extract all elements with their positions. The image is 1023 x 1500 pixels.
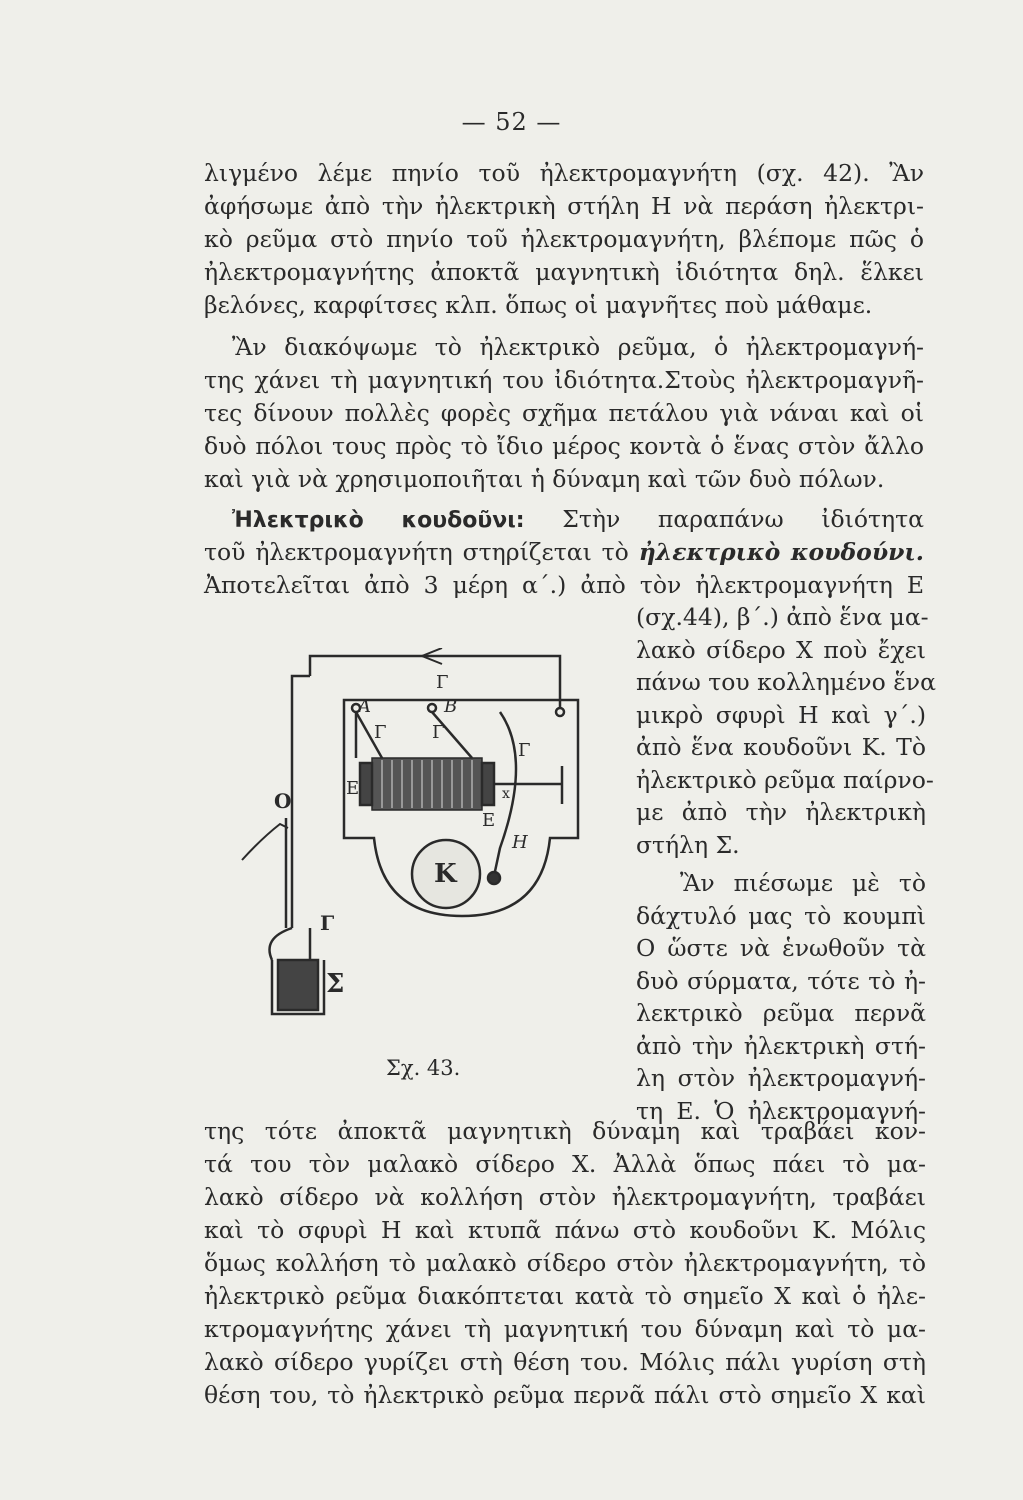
side-text-line: ἀπὸ ἕνα κουδοῦνι Κ. Τὸ xyxy=(636,733,926,761)
label-x: x xyxy=(502,786,510,802)
page-number: — 52 — xyxy=(461,108,562,136)
text-line-10: καὶ γιὰ νὰ χρησιμοποιῆται ἡ δύναμη καὶ τῶν δυὸ πόλων. xyxy=(204,465,885,493)
label-k: Κ xyxy=(434,859,457,889)
text-line-3: κὸ ρεῦμα στὸ πηνίο τοῦ ἠλεκτρομαγνήτη, βλέπομε πῶς ὁ xyxy=(204,225,924,253)
label-e-left: Ε xyxy=(346,778,360,799)
bottom-text-line: λακὸ σίδερο γυρίζει στὴ θέση του. Μόλις πάλι γυρίση στὴ xyxy=(204,1348,926,1376)
text-line-9: δυὸ πόλοι τους πρὸς τὸ ἴδιο μέρος κοντὰ ὁ ἕνας στὸν ἄλλο xyxy=(204,432,924,460)
bottom-text-line: ὅμως κολλήση τὸ μαλακὸ σίδερο στὸν ἠλεκτρομαγνήτη, τὸ xyxy=(204,1249,926,1277)
bottom-text-line: κτρομαγνήτης χάνει τὴ μαγνητική του δύναμη καὶ τὸ μα- xyxy=(204,1315,926,1343)
bottom-text-line: λακὸ σίδερο νὰ κολλήση στὸν ἠλεκτρομαγνήτη, τραβάει xyxy=(204,1183,926,1211)
text-line-8: τες δίνουν πολλὲς φορὲς σχῆμα πετάλου γιὰ νάναι καὶ οἱ xyxy=(204,399,924,427)
label-sigma: Σ xyxy=(326,969,345,999)
heading-continuation: Στὴν παραπάνω ἰδιότητα xyxy=(562,505,924,533)
bottom-text-line: τά του τὸν μαλακὸ σίδερο Χ. Ἀλλὰ ὅπως πάει τὸ μα- xyxy=(204,1150,926,1178)
hammer xyxy=(488,872,500,884)
label-gamma-left: Γ xyxy=(374,722,387,743)
side-text-line: λη στὸν ἠλεκτρομαγνή- xyxy=(636,1064,926,1092)
label-gamma-top: Γ xyxy=(436,672,449,693)
side-text-line: στήλη Σ. xyxy=(636,830,740,859)
label-e-right: Ε xyxy=(482,810,496,831)
figure-caption: Σχ. 43. xyxy=(386,1056,461,1080)
side-text-line: (σχ.44), β΄.) ἀπὸ ἕνα μα- xyxy=(636,603,929,631)
section-heading-line xyxy=(232,504,924,536)
side-text-line: λακὸ σίδερο Χ ποὺ ἔχει xyxy=(636,635,926,664)
section-heading: Ἠλεκτρικὸ κουδοῦνι: xyxy=(232,508,525,533)
text-line-5: βελόνες, καρφίτσες κλπ. ὅπως οἱ μαγνῆτες ποὺ μάθαμε. xyxy=(204,291,873,319)
electric-bell-figure xyxy=(232,648,592,1028)
bottom-text-line: ἠλεκτρικὸ ρεῦμα διακόπτεται κατὰ τὸ σημεῖο Χ καὶ ὁ ἠλε- xyxy=(204,1282,926,1310)
text-line-2: ἀφήσωμε ἀπὸ τὴν ἠλεκτρικὴ στήλη Η νὰ περάση ἠλεκτρι- xyxy=(204,192,924,220)
side-text-line: ἠλεκτρικὸ ρεῦμα παίρνο- xyxy=(636,765,934,794)
electromagnet-coil xyxy=(372,758,482,810)
text-line-1-content: λιγμένο λέμε πηνίο τοῦ ἠλεκτρομαγνήτη (σχ. 42). Ἂν xyxy=(204,159,924,187)
side-text-line: λεκτρικὸ ρεῦμα περνᾶ xyxy=(636,999,926,1027)
label-gamma-mid: Γ xyxy=(432,722,445,743)
bell-term: ἠλεκτρικὸ κουδούνι. xyxy=(638,538,924,566)
label-h: Η xyxy=(512,832,528,853)
label-gamma-wire: Γ xyxy=(320,911,335,935)
label-b: B xyxy=(444,696,458,717)
bell-line-text: τοῦ ἠλεκτρομαγνήτη στηρίζεται τὸ xyxy=(204,538,629,566)
finger-hand xyxy=(242,824,288,860)
side-text-line: δυὸ σύρματα, τότε τὸ ἠ- xyxy=(636,966,926,995)
label-o: Ο xyxy=(274,789,292,813)
bottom-text-line: της τότε ἀποκτᾶ μαγνητικὴ δύναμη καὶ τραβάει κον- xyxy=(204,1117,926,1145)
side-text-line: με ἀπὸ τὴν ἠλεκτρικὴ xyxy=(636,798,926,826)
side-text-line: Ο ὥστε νὰ ἑνωθοῦν τὰ xyxy=(636,934,926,962)
text-line-parts: Ἀποτελεῖται ἀπὸ 3 μέρη α΄.) ἀπὸ τὸν ἠλεκτρομαγνήτη Ε xyxy=(204,571,924,599)
text-line-7: της χάνει τὴ μαγνητική του ἰδιότητα.Στοὺς ἠλεκτρομαγνῆ- xyxy=(204,366,924,394)
text-line-4: ἠλεκτρομαγνήτης ἀποκτᾶ μαγνητικὴ ἰδιότητα δηλ. ἕλκει xyxy=(204,258,924,286)
side-text-line: τη Ε. Ὁ ἠλεκτρομαγνή- xyxy=(636,1096,926,1125)
battery xyxy=(278,960,318,1010)
side-text-line: μικρὸ σφυρὶ Η καὶ γ΄.) xyxy=(636,700,926,729)
side-text-line: δάχτυλό μας τὸ κουμπὶ xyxy=(636,901,926,930)
label-a: A xyxy=(358,696,371,717)
bottom-text-line: θέση του, τὸ ἠλεκτρικὸ ρεῦμα περνᾶ πάλι στὸ σημεῖο Χ καὶ xyxy=(204,1381,926,1409)
side-text-line: πάνω του κολλημένο ἕνα xyxy=(636,668,936,696)
label-gamma-right: Γ xyxy=(518,740,531,761)
text-line-6: Ἂν διακόψωμε τὸ ἠλεκτρικὸ ρεῦμα, ὁ ἠλεκτρομαγνή- xyxy=(232,333,924,361)
text-line-bell xyxy=(204,537,924,567)
text-line-1 xyxy=(204,158,924,188)
side-text-line: ἀπὸ τὴν ἠλεκτρικὴ στή- xyxy=(636,1031,926,1060)
side-text-line: Ἂν πιέσωμε μὲ τὸ xyxy=(680,869,926,897)
bottom-text-line: καὶ τὸ σφυρὶ Η καὶ κτυπᾶ πάνω στὸ κουδοῦνι Κ. Μόλις xyxy=(204,1216,926,1244)
